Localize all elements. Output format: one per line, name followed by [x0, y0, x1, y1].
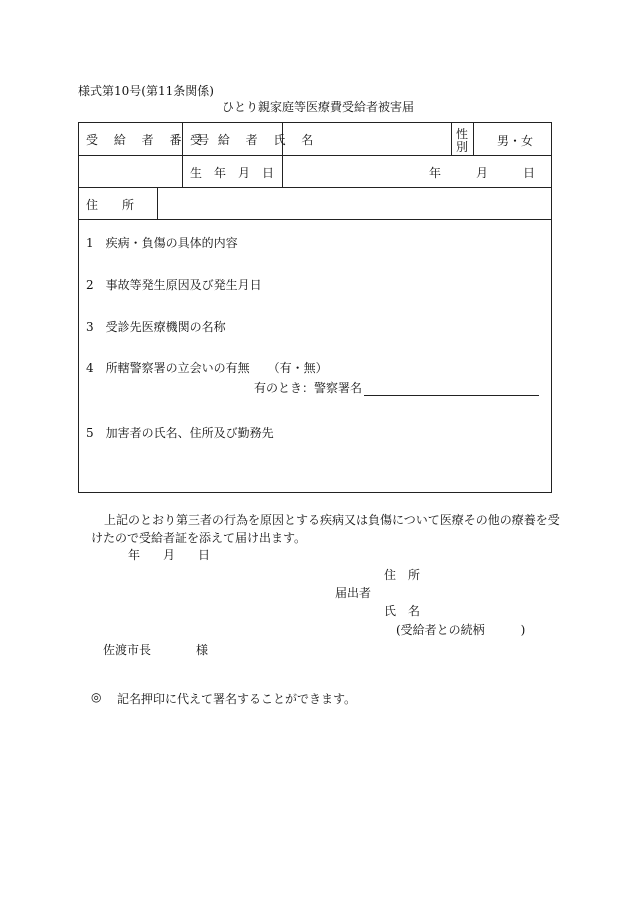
- row-divider: [78, 219, 552, 220]
- notifier-role-label: 届出者: [335, 586, 372, 600]
- date-year: 年: [128, 548, 141, 562]
- recipient-number-label: 受 給 者 番 号: [86, 133, 216, 147]
- item-2: 2 事故等発生原因及び発生月日: [86, 278, 262, 292]
- police-signature-line: [364, 383, 539, 396]
- col-divider: [473, 122, 474, 155]
- gender-label-bottom: 別: [456, 140, 469, 154]
- row-divider: [78, 187, 552, 188]
- birth-year-unit: 年: [429, 166, 442, 180]
- date-month: 月: [163, 548, 176, 562]
- addressee: 佐渡市長: [103, 643, 152, 657]
- birth-day-unit: 日: [523, 166, 536, 180]
- recipient-name-label: 受 給 者 氏 名: [190, 133, 320, 147]
- item-4: 4 所轄警察署の立会いの有無 （有・無）: [86, 361, 328, 375]
- row-divider: [78, 155, 552, 156]
- addressee-honorific: 様: [196, 643, 209, 657]
- form-title: ひとり親家庭等医療費受給者被害届: [222, 100, 415, 114]
- gender-options: 男・女: [497, 134, 534, 148]
- form-number: 様式第10号(第11条関係): [78, 84, 214, 98]
- item-5: 5 加害者の氏名、住所及び勤務先: [86, 426, 274, 440]
- col-divider: [451, 122, 452, 155]
- notifier-address-label: 住 所: [384, 568, 421, 582]
- date-day: 日: [198, 548, 211, 562]
- notifier-relationship-label: (受給者との続柄 ): [396, 623, 526, 637]
- notifier-name-label: 氏 名: [384, 604, 421, 618]
- birthdate-label: 生 年 月 日: [190, 166, 275, 180]
- police-signature-label: 有のとき：警察署名: [254, 381, 363, 395]
- declaration-line-2: けたので受給者証を添えて届け出ます。: [91, 531, 307, 545]
- col-divider: [157, 187, 158, 219]
- item-3: 3 受診先医療機関の名称: [86, 320, 226, 334]
- address-label: 住 所: [86, 198, 135, 212]
- note-text: 記名押印に代えて署名することができます。: [117, 692, 357, 706]
- gender-label-top: 性: [456, 127, 469, 141]
- birth-month-unit: 月: [476, 166, 489, 180]
- declaration-line-1: 上記のとおり第三者の行為を原因とする疾病又は負傷について医療その他の療養を受: [104, 513, 560, 527]
- police-signature-row: [254, 379, 539, 396]
- item-1: 1 疾病・負傷の具体的内容: [86, 236, 238, 250]
- note-mark-icon: ◎: [91, 690, 102, 704]
